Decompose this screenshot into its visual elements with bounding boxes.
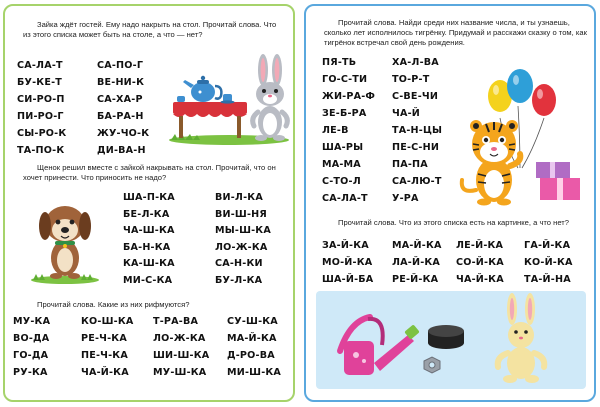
word: БУ-КЕ-Т (17, 77, 63, 88)
balloon-icon (488, 69, 556, 116)
word: ТО-Р-Т (392, 74, 430, 85)
word: ГО-ДА (13, 350, 49, 361)
word-list-5-col-2 (392, 237, 442, 288)
word: МА-Й-КА (227, 333, 277, 344)
instruction-puppy: Щенок решил вместе с зайкой накрывать на стол. Прочитай, что он хочет принести. Что приносить не надо? (23, 163, 276, 182)
word: РЕ-Ч-КА (81, 333, 127, 344)
word: ПЕ-Ч-КА (81, 350, 128, 361)
word: ЛЕ-В (322, 125, 349, 136)
word: ГА-Й-КА (524, 240, 571, 251)
word: СИ-РО-П (17, 94, 65, 105)
word: МУ-КА (13, 316, 51, 327)
gift-icon (536, 162, 580, 200)
word: ЖИ-РА-Ф (322, 91, 376, 102)
word: У-РА (392, 193, 419, 204)
word-list-4-col-2 (392, 54, 442, 207)
word-list-4-col-1 (322, 54, 375, 207)
word-list-5-col-4 (524, 237, 573, 288)
word: БУ-Л-КА (215, 274, 263, 286)
bunny-icon (253, 54, 288, 141)
word: ЧА-Ш-КА (123, 225, 175, 236)
tiger-birthday-illustration (456, 66, 594, 206)
word-list-5-col-3 (456, 237, 504, 288)
word: ПА-ПА (392, 159, 428, 170)
instruction-tiger-birthday: Прочитай слова. Найди среди них название числа, и ты узнаешь, сколько лет исполнилось тигрёнку. Придумай и расскажи сказку о том, как тигрёнок встречал свой день рождения. (324, 18, 587, 47)
word: МЫ-Ш-КА (215, 225, 271, 236)
instruction-find-in-picture: Прочитай слова. Что из этого списка есть на картинке, а что нет? (338, 218, 569, 227)
word-list-1-col-2 (97, 57, 149, 159)
hockey-puck-icon (428, 325, 464, 349)
word: СА-ЛА-Т (17, 60, 63, 71)
word: С-ТО-Л (322, 176, 361, 187)
word-list-3-col-3 (153, 313, 209, 381)
word-list-2-col-2 (215, 190, 271, 289)
word: ЛО-Ж-КА (153, 333, 206, 344)
word: СЫ-РО-К (17, 128, 67, 139)
word: Т-РА-ВА (153, 316, 199, 327)
word: ДИ-ВА-Н (97, 145, 146, 156)
word: СА-ПО-Г (97, 60, 144, 71)
right-page (304, 4, 596, 402)
word: ЧА-Й-КА (456, 274, 504, 285)
word: ВИ-Л-КА (215, 192, 263, 203)
word-list-1-col-1 (17, 57, 66, 159)
word: МО-Й-КА (322, 257, 373, 268)
word: ГО-С-ТИ (322, 74, 368, 85)
word: КО-Й-КА (524, 257, 573, 268)
word: ЛА-Й-КА (392, 257, 441, 268)
tiger-icon (462, 120, 521, 206)
word: СА-ХА-Р (97, 94, 143, 105)
word: ША-Й-БА (322, 274, 374, 285)
word: С-ВЕ-ЧИ (392, 91, 439, 102)
word: СО-Й-КА (456, 257, 504, 268)
word-list-2-col-1 (123, 190, 175, 289)
table-icon (173, 102, 247, 138)
word: ТА-ПО-К (17, 145, 65, 156)
word-list-5-col-1 (322, 237, 373, 288)
word: ЗЕ-Б-РА (322, 108, 367, 119)
instruction-bunny-table: Зайка ждёт гостей. Ему надо накрыть на стол. Прочитай слова. Что из этого списка может быть на столе, а что — нет? (23, 20, 277, 39)
puppy-illustration (25, 196, 105, 284)
word: ТА-Н-ЦЫ (392, 125, 443, 136)
word: ЛЕ-Й-КА (456, 240, 504, 251)
word: ША-РЫ (322, 142, 364, 153)
word: ЛО-Ж-КА (215, 241, 268, 253)
word: РУ-КА (13, 367, 48, 378)
word: КО-Ш-КА (81, 316, 134, 327)
word: ВО-ДА (13, 333, 50, 344)
word: МИ-Ш-КА (227, 367, 282, 378)
nut-icon (424, 357, 440, 373)
word: СА-ЛЮ-Т (392, 176, 442, 187)
word: МИ-С-КА (123, 274, 173, 286)
word-list-3-col-4 (227, 313, 281, 381)
word-list-3-col-1 (13, 313, 50, 381)
word: СА-ЛА-Т (322, 193, 368, 204)
word: ВЕ-НИ-К (97, 77, 145, 88)
bunny-table-illustration (167, 54, 291, 146)
word: РЕ-Й-КА (392, 274, 439, 285)
instruction-rhymes: Прочитай слова. Какие из них рифмуются? (37, 300, 190, 309)
word: ЗА-Й-КА (322, 240, 369, 251)
word: Д-РО-ВА (227, 350, 275, 361)
word: СА-Н-КИ (215, 258, 263, 269)
dog-icon (39, 206, 91, 279)
word: ША-П-КА (123, 192, 175, 203)
watering-can-scene (316, 291, 586, 391)
word: ТА-Й-НА (524, 274, 571, 285)
word: ЧА-Й (392, 108, 420, 119)
word: ШИ-Ш-КА (153, 350, 210, 361)
word: БА-Н-КА (123, 241, 171, 253)
word: ВИ-Ш-НЯ (215, 208, 267, 220)
word: ПИ-РО-Г (17, 111, 64, 122)
word: СУ-Ш-КА (227, 316, 278, 327)
word: БА-РА-Н (97, 111, 144, 122)
word: ЧА-Й-КА (81, 367, 129, 378)
word: ЖУ-ЧО-К (97, 128, 150, 139)
word: ХА-Л-ВА (392, 57, 439, 68)
word: МА-МА (322, 159, 361, 170)
word: БЕ-Л-КА (123, 208, 170, 220)
word: ПЕ-С-НИ (392, 142, 440, 153)
word-list-3-col-2 (81, 313, 133, 381)
teapot-icon (183, 76, 221, 102)
word: КА-Ш-КА (123, 258, 175, 269)
word: МУ-Ш-КА (153, 367, 207, 378)
word: ПЯ-ТЬ (322, 57, 357, 68)
word: МА-Й-КА (392, 240, 442, 251)
left-page (3, 4, 295, 402)
